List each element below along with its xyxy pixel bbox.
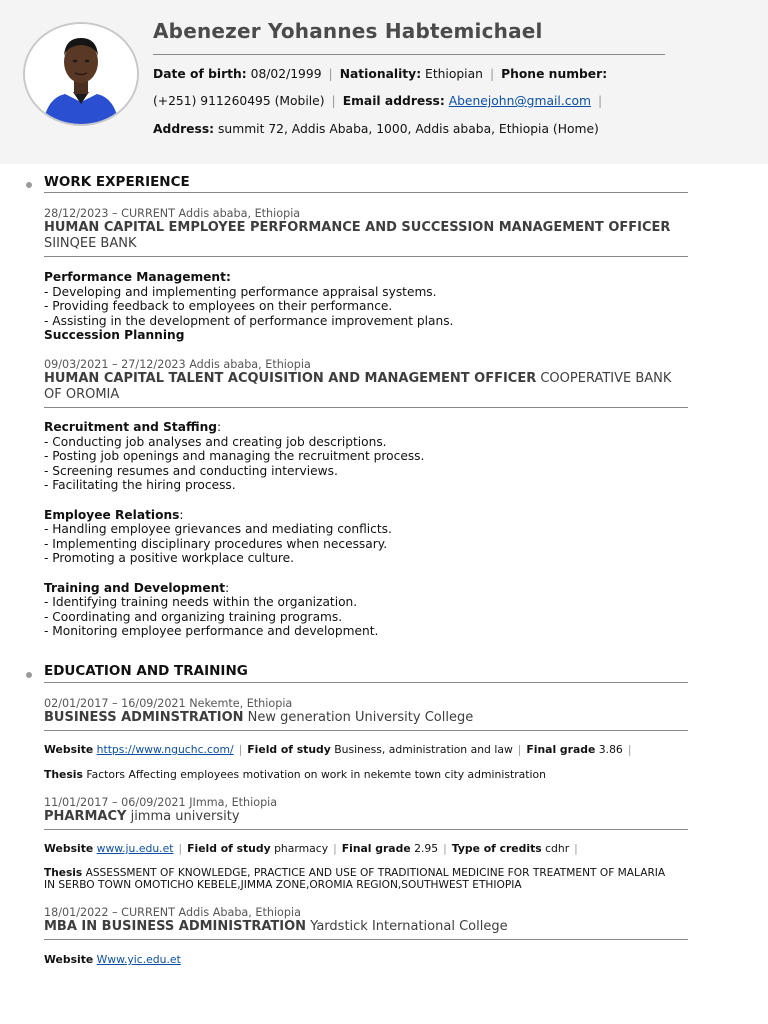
job-1-heading-2: Succession Planning	[44, 328, 185, 343]
email-label: Email address:	[342, 94, 445, 108]
job-2-company: COOPERATIVE BANK OF OROMIA	[44, 371, 672, 402]
edu-1-thesis	[44, 768, 546, 781]
phone-label: Phone number:	[501, 67, 608, 81]
work-section-title: WORK EXPERIENCE	[44, 174, 190, 190]
edu-2-credits: cdhr	[545, 842, 570, 855]
colon: :	[225, 580, 230, 595]
job-2-description	[44, 420, 684, 639]
job-2-line: - Coordinating and organizing training programs.	[44, 609, 343, 624]
edu-2-thesis-text-1: ASSESSMENT OF KNOWLEDGE, PRACTICE AND USE OF TRADITIONAL MEDICINE FOR TREATMENT OF MALARIA	[85, 867, 666, 879]
job-2-heading-line	[44, 508, 684, 523]
separator: |	[574, 842, 578, 855]
job-2-title	[44, 371, 688, 403]
edu-2-date: 11/01/2017 – 06/09/2021 JImma, Ethiopia	[44, 796, 278, 809]
email-link[interactable]: Abenejohn@gmail.com	[448, 94, 592, 108]
edu-3-title	[44, 919, 688, 935]
edu-2-thesis-line	[44, 868, 684, 880]
edu-3-date: 18/01/2022 – CURRENT Addis Ababa, Ethiopia	[44, 906, 301, 919]
edu-3-meta	[44, 953, 181, 966]
job-2-line: - Monitoring employee performance and development.	[44, 624, 379, 639]
job-2-divider	[44, 407, 688, 408]
job-2-line: - Handling employee grievances and mediating conflicts.	[44, 522, 392, 537]
edu-1-divider	[44, 730, 688, 731]
separator: |	[443, 842, 447, 855]
website-label: Website	[44, 953, 94, 966]
field-label: Field of study	[247, 743, 331, 756]
job-1-title	[44, 220, 688, 236]
job-2-line: - Conducting job analyses and creating job descriptions.	[44, 434, 387, 449]
dob-value: 08/02/1999	[250, 67, 322, 81]
edu-3-website-link[interactable]: Www.yic.edu.et	[96, 953, 181, 966]
profile-photo	[23, 22, 139, 126]
education-section-divider	[44, 682, 688, 683]
grade-label: Final grade	[526, 743, 596, 756]
credits-label: Type of credits	[451, 842, 542, 855]
edu-1-thesis-text: Factors Affecting employees motivation on work in nekemte town city administration	[86, 768, 546, 781]
job-2-heading-1: Recruitment and Staffing	[44, 420, 217, 434]
job-1-line: - Providing feedback to employees on their performance.	[44, 299, 393, 314]
name-divider	[153, 54, 665, 55]
full-name: Abenezer Yohannes Habtemichael	[153, 19, 543, 43]
edu-1-title	[44, 710, 688, 726]
grade-label: Final grade	[341, 842, 411, 855]
job-1-company: SIINQEE BANK	[44, 236, 137, 251]
education-section-title: EDUCATION AND TRAINING	[44, 663, 248, 679]
edu-3-divider	[44, 939, 688, 940]
work-section-divider	[44, 192, 688, 193]
address-value: summit 72, Addis Ababa, 1000, Addis ababa, Ethiopia (Home)	[218, 122, 599, 136]
edu-2-divider	[44, 829, 688, 830]
dob-label: Date of birth:	[153, 67, 247, 81]
job-2-heading-2: Employee Relations	[44, 507, 180, 522]
separator: |	[238, 743, 243, 756]
job-1-divider	[44, 256, 688, 257]
thesis-label: Thesis	[44, 768, 83, 781]
edu-2-title	[44, 809, 688, 825]
job-2-line: - Implementing disciplinary procedures when necessary.	[44, 536, 388, 551]
edu-1-grade: 3.86	[598, 743, 623, 756]
website-label: Website	[44, 842, 94, 855]
edu-2-website-link[interactable]: www.ju.edu.et	[96, 842, 174, 855]
edu-2-degree: PHARMACY	[44, 809, 127, 824]
edu-2-field: pharmacy	[274, 842, 329, 855]
job-1-description	[44, 270, 684, 343]
job-2-role: HUMAN CAPITAL TALENT ACQUISITION AND MANAGEMENT OFFICER	[44, 371, 537, 386]
job-2-heading-3: Training and Development	[44, 580, 226, 595]
edu-2-thesis-text-2: IN SERBO TOWN OMOTICHO KEBELE,JIMMA ZONE,OROMIA REGION,SOUTHWEST ETHIOPIA	[44, 878, 522, 891]
person-avatar-icon	[25, 24, 137, 124]
job-2-line: - Posting job openings and managing the recruitment process.	[44, 449, 425, 464]
separator: |	[328, 67, 333, 81]
address-label: Address:	[153, 122, 215, 136]
job-2-line: - Screening resumes and conducting interviews.	[44, 463, 338, 478]
separator: |	[333, 842, 337, 855]
spacer	[44, 493, 684, 508]
separator: |	[627, 743, 632, 756]
job-1-date: 28/12/2023 – CURRENT Addis ababa, Ethiopia	[44, 207, 301, 220]
spacer	[44, 566, 684, 581]
job-2-line: - Facilitating the hiring process.	[44, 478, 236, 493]
job-1-heading-1: Performance Management:	[44, 270, 231, 284]
job-1-role: HUMAN CAPITAL EMPLOYEE PERFORMANCE AND SUCCESSION MANAGEMENT OFFICER	[44, 220, 671, 235]
edu-3-degree: MBA IN BUSINESS ADMINISTRATION	[44, 919, 307, 934]
edu-2-thesis	[44, 868, 684, 891]
info-line-1	[153, 67, 607, 81]
separator: |	[598, 94, 603, 108]
edu-2-meta	[44, 842, 583, 855]
job-1-company-line	[44, 236, 688, 252]
colon: :	[216, 420, 222, 434]
edu-1-website-link[interactable]: https://www.nguchc.com/	[96, 743, 234, 756]
nationality-label: Nationality:	[339, 67, 422, 81]
separator: |	[517, 743, 522, 756]
separator: |	[331, 94, 336, 108]
field-label: Field of study	[187, 842, 271, 855]
job-2-heading-line	[44, 581, 684, 596]
edu-1-field: Business, administration and law	[334, 743, 513, 756]
colon: :	[179, 507, 184, 522]
website-label: Website	[44, 743, 94, 756]
job-2-line: - Identifying training needs within the organization.	[44, 595, 358, 610]
separator: |	[489, 67, 495, 81]
job-1-line: - Assisting in the development of performance improvement plans.	[44, 313, 454, 328]
edu-1-school: New generation University College	[247, 710, 474, 725]
thesis-label: Thesis	[44, 867, 83, 879]
edu-1-meta	[44, 743, 636, 756]
job-1-line: - Developing and implementing performance appraisal systems.	[44, 284, 437, 299]
phone-value: (+251) 911260495 (Mobile)	[153, 94, 325, 108]
edu-1-date: 02/01/2017 – 16/09/2021 Nekemte, Ethiopia	[44, 697, 293, 710]
header-band	[0, 0, 768, 164]
separator: |	[178, 842, 183, 855]
section-bullet-icon	[26, 182, 32, 188]
edu-2-school: jimma university	[130, 809, 240, 824]
job-2-heading-line	[44, 420, 684, 435]
edu-1-degree: BUSINESS ADMINSTRATION	[44, 710, 244, 725]
edu-3-school: Yardstick International College	[310, 919, 508, 934]
section-bullet-icon	[26, 672, 32, 678]
info-line-2	[153, 94, 609, 108]
info-line-3	[153, 122, 599, 136]
edu-2-grade: 2.95	[414, 842, 439, 855]
nationality-value: Ethiopian	[425, 67, 483, 81]
job-2-date: 09/03/2021 – 27/12/2023 Addis ababa, Ethiopia	[44, 358, 311, 371]
job-2-line: - Promoting a positive workplace culture.	[44, 551, 295, 566]
